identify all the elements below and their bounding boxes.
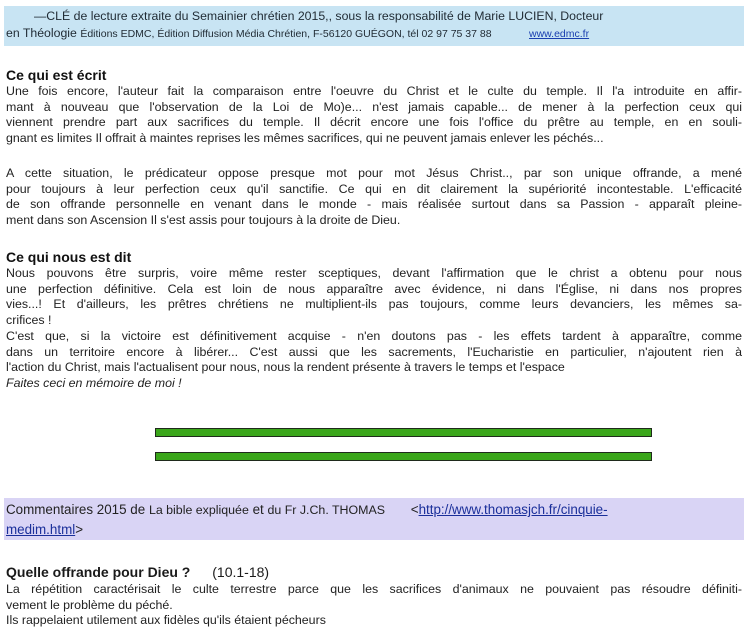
text-line: viennent prendre part aux sacrifices du temple. Il décrit encore une fois l'office du prêtre au temple, en en souli- bbox=[6, 115, 742, 130]
text-line: pour toujours à leur perfection ceux qu'il sanctifie. Ce qui en dit clairement la supériorité incontestable. L'efficacité bbox=[6, 181, 742, 196]
citation-line-2 bbox=[6, 25, 744, 43]
commentary-line-1 bbox=[6, 500, 744, 520]
text-line: vies...! Et d'ailleurs, les prêtres chrétiens ne multiplient-ils pas toujours, comme leurs devanciers, les mêmes sa- bbox=[6, 297, 742, 312]
text-line: A cette situation, le prédicateur oppose presque mot pour mot Jésus Christ.., par son unique offrande, a mené bbox=[6, 166, 742, 180]
text-line: Ils rappelaient utilement aux fidèles qu'ils étaient pécheurs bbox=[6, 613, 326, 628]
divider-rule-1 bbox=[155, 428, 652, 437]
section2-paragraph-1 bbox=[6, 266, 742, 328]
text-line: une perfection définitive. Cela est loin de nous apparaître avec évidence, ni dans l'Église, ni dans nos propres bbox=[6, 281, 742, 296]
section-title-written: Ce qui est écrit bbox=[6, 67, 107, 83]
citation-line-1: —CLÉ de lecture extraite du Semainier chrétien 2015,, sous la responsabilité de Marie LUCIEN, Docteur bbox=[34, 9, 604, 23]
link-open-bracket: < bbox=[410, 502, 419, 517]
commentary-line-2 bbox=[6, 520, 744, 539]
text-line: ment dans son Ascension Il s'est assis pour toujours à la droite de Dieu. bbox=[6, 212, 401, 227]
commentary-prefix: Commentaires 2015 de bbox=[6, 502, 146, 517]
offering-title: Quelle offrande pour Dieu ? bbox=[6, 564, 191, 580]
text-line: de son offrande personnelle en venant dans le monde - mais réalisée surtout dans sa Passion - apparaît pleine- bbox=[6, 197, 742, 212]
commentary-and: et bbox=[252, 502, 264, 517]
section3-paragraph bbox=[6, 582, 742, 629]
text-line: La répétition caractérisait le culte terrestre parce que les sacrifices d'animaux ne pouvaient pas résoudre définiti- bbox=[6, 582, 742, 596]
commentary-box bbox=[4, 498, 744, 540]
section1-paragraph-2 bbox=[6, 166, 742, 228]
citation-publisher: Éditions EDMC, Édition Diffusion Média Chrétien, F-56120 GUÉGON, tél 02 97 75 37 88 bbox=[80, 28, 492, 40]
section-title-said: Ce qui nous est dit bbox=[6, 249, 132, 265]
text-line: crifices ! bbox=[6, 312, 52, 327]
thomasjch-link[interactable]: http://www.thomasjch.fr/cinquie- bbox=[418, 502, 608, 517]
text-line: dans un territoire encore à libérer... C'est aussi que les sacrements, l'Eucharistie en particulier, n'ajoutent rien à bbox=[6, 344, 742, 359]
text-line: Une fois encore, l'auteur fait la comparaison entre l'oeuvre du Christ et le culte du temple. Il l'a introduite en affir- bbox=[6, 84, 742, 98]
link-close-bracket: > bbox=[75, 522, 84, 537]
text-line: vement le problème du péché. bbox=[6, 597, 173, 612]
section-title-offering bbox=[6, 564, 269, 580]
divider-rule-2 bbox=[155, 452, 652, 461]
citation-box bbox=[4, 6, 744, 46]
text-line: Nous pouvons être surpris, voire même rester sceptiques, devant l'affirmation que le christ a obtenu pour nous bbox=[6, 266, 742, 280]
text-line: C'est que, si la victoire est définitivement acquise - n'en doutons pas - les effets tardent à apparaître, comme bbox=[6, 329, 742, 343]
thomasjch-link-cont[interactable]: medim.html bbox=[6, 522, 76, 537]
edmc-link[interactable]: www.edmc.fr bbox=[529, 28, 590, 40]
closing-quote: Faites ceci en mémoire de moi ! bbox=[6, 375, 182, 390]
scripture-reference: (10.1-18) bbox=[212, 564, 270, 580]
commentary-book: La bible expliquée bbox=[148, 503, 249, 517]
text-line: l'action du Christ, mais l'actualisent pour nous, nous la rendent présente à travers le temps et l'espace bbox=[6, 360, 565, 375]
section2-paragraph-2 bbox=[6, 329, 742, 391]
text-line: mant à nouveau que l'observation de la Loi de Mo)e... n'est jamais capable... de mener à la perfection ceux qui bbox=[6, 99, 742, 114]
commentary-author: du Fr J.Ch. THOMAS bbox=[267, 503, 385, 517]
text-line: gnant es limites Il offrait à maintes reprises les mêmes sacrifices, qui ne peuvent jamais enlever les péchés... bbox=[6, 130, 604, 145]
section1-paragraph-1 bbox=[6, 84, 742, 146]
citation-prefix: en Théologie bbox=[6, 26, 77, 40]
